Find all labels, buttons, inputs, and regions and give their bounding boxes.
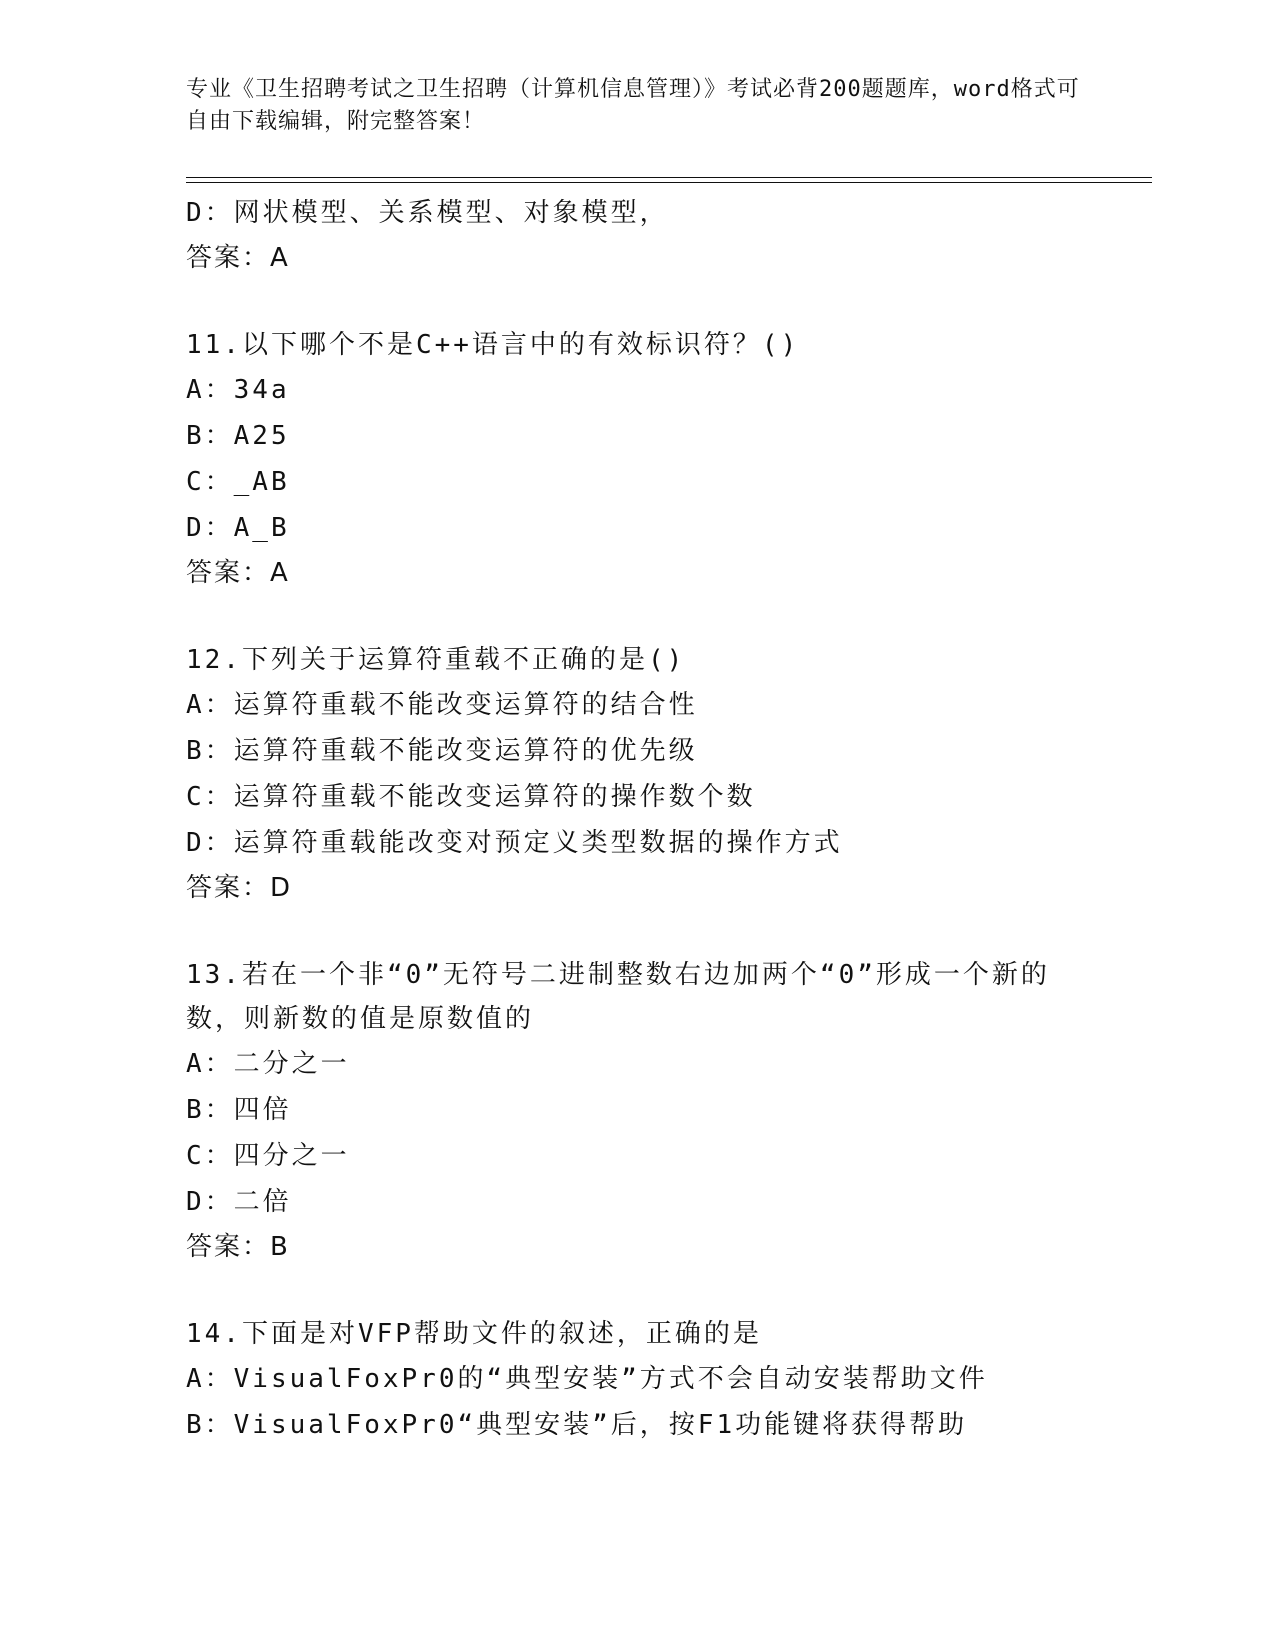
option-b: B：运算符重载不能改变运算符的优先级 xyxy=(186,736,698,766)
option-d: D：运算符重载能改变对预定义类型数据的操作方式 xyxy=(186,828,843,858)
question-stem: 13.若在一个非“0”无符号二进制整数右边加两个“0”形成一个新的数，则新数的值是原数值的 xyxy=(186,960,1050,1034)
option-d: D：二倍 xyxy=(186,1187,292,1217)
option-c: C：_AB xyxy=(186,467,290,497)
answer-line: 答案：A xyxy=(186,243,290,273)
option-d: D：网状模型、关系模型、对象模型， xyxy=(186,198,669,228)
option-a: A：VisualFoxPr0的“典型安装”方式不会自动安装帮助文件 xyxy=(186,1364,988,1394)
question-11 xyxy=(186,323,1146,595)
header-rule-top xyxy=(186,177,1152,178)
option-b: B：四倍 xyxy=(186,1095,292,1125)
document-header: 专业《卫生招聘考试之卫生招聘（计算机信息管理）》考试必背200题题库，word格式可自由下载编辑，附完整答案！ xyxy=(186,77,1080,134)
option-a: A：运算符重载不能改变运算符的结合性 xyxy=(186,690,698,720)
option-b: B：VisualFoxPr0“典型安装”后，按F1功能键将获得帮助 xyxy=(186,1410,968,1440)
question-fragment xyxy=(186,190,1146,280)
option-d: D：A_B xyxy=(186,513,290,543)
question-stem: 11.以下哪个不是C++语言中的有效标识符？() xyxy=(186,330,800,360)
question-stem: 14.下面是对VFP帮助文件的叙述，正确的是 xyxy=(186,1319,762,1349)
question-13 xyxy=(186,953,1146,1269)
answer-line: 答案：D xyxy=(186,873,293,903)
answer-line: 答案：B xyxy=(186,1232,290,1262)
option-a: A：34a xyxy=(186,375,290,405)
option-a: A：二分之一 xyxy=(186,1049,350,1079)
option-c: C：运算符重载不能改变运算符的操作数个数 xyxy=(186,782,756,812)
option-b: B：A25 xyxy=(186,421,290,451)
header-rule-bottom xyxy=(186,182,1152,183)
question-list xyxy=(186,190,1146,1448)
question-stem: 12.下列关于运算符重载不正确的是() xyxy=(186,645,686,675)
question-12 xyxy=(186,638,1146,910)
option-c: C：四分之一 xyxy=(186,1141,350,1171)
question-14 xyxy=(186,1312,1146,1448)
answer-line: 答案：A xyxy=(186,558,290,588)
